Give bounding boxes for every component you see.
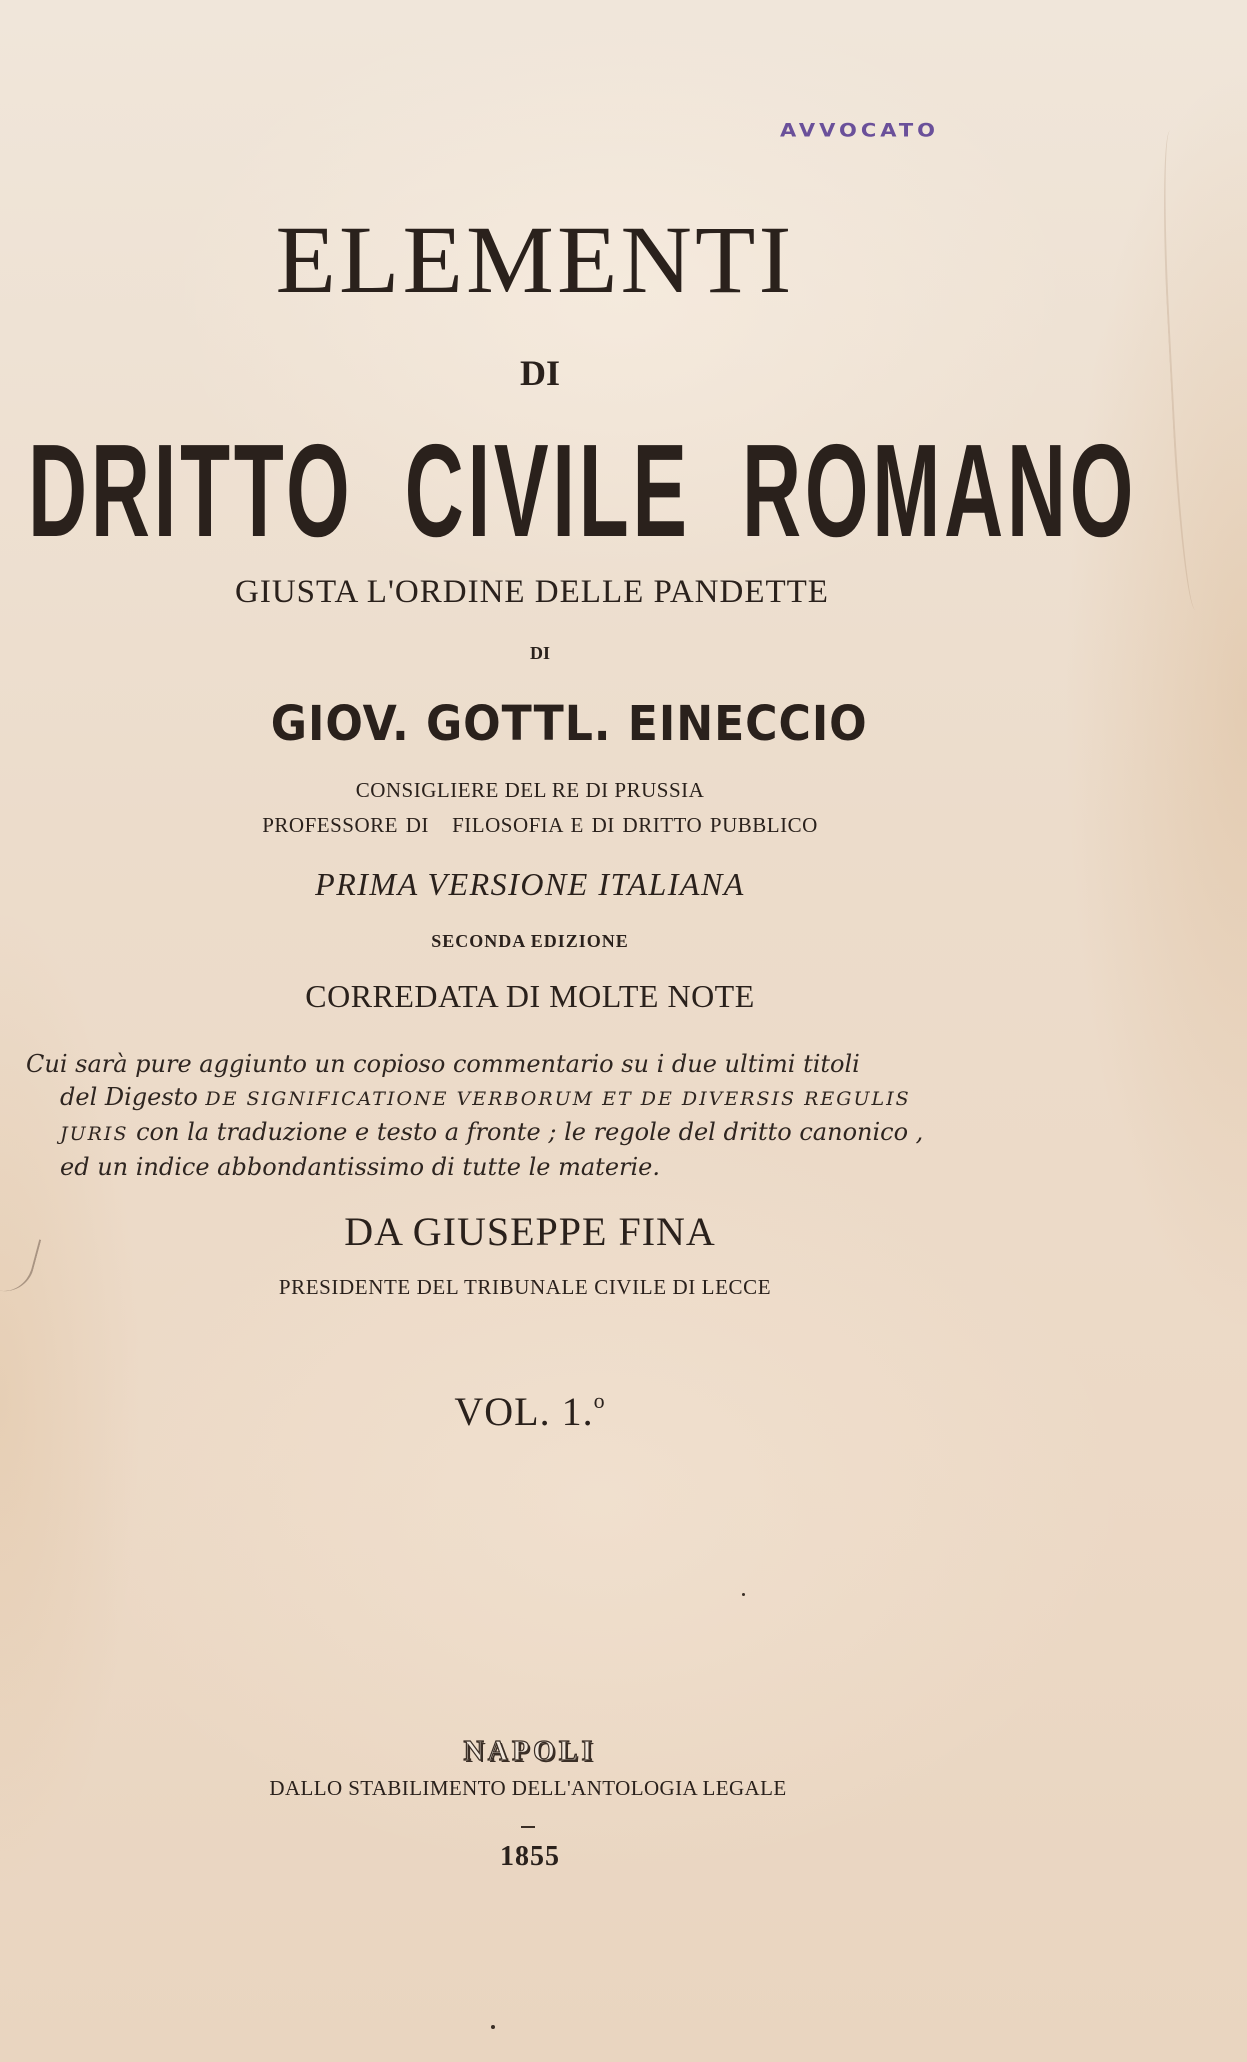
- description-text: con la traduzione e testo a fronte ; le regole del dritto canonico ,: [128, 1118, 924, 1146]
- imprint-publisher: DALLO STABILIMENTO DELL'ANTOLOGIA LEGALE: [269, 1776, 787, 1800]
- title-line-1: ELEMENTI: [275, 206, 795, 313]
- imprint-city: NAPOLI: [463, 1736, 597, 1767]
- ownership-stamp: AVVOCATO: [780, 119, 940, 141]
- latin-title-text: DE SIGNIFICATIONE VERBORUM ET DE DIVERSIS REGULIS: [205, 1088, 911, 1110]
- author-name: GIOV. GOTTL. EINECCIO: [270, 696, 868, 752]
- latin-title-text: JURIS: [60, 1123, 129, 1145]
- author-connector: DI: [529, 643, 550, 663]
- description-line-1: Cui sarà pure aggiunto un copioso commentario su i due ultimi titoli: [26, 1050, 860, 1078]
- title-line-2: DRITTO CIVILE ROMANO: [28, 417, 1138, 564]
- version-label: PRIMA VERSIONE ITALIANA: [315, 866, 745, 902]
- description-text: del Digesto: [60, 1083, 206, 1111]
- author-role-2: PROFESSORE DI FILOSOFIA E DI DRITTO PUBBLICO: [262, 813, 818, 837]
- paper-speck: [491, 2025, 495, 2029]
- description-line-2: [26, 1081, 1036, 1116]
- description-line-3: [26, 1116, 1036, 1151]
- author-role-1: CONSIGLIERE DEL RE DI PRUSSIA: [355, 778, 705, 802]
- volume-ordinal: o: [593, 1388, 606, 1413]
- paper-speck: [742, 1593, 745, 1596]
- water-stain: [1157, 129, 1214, 610]
- translator-role: PRESIDENTE DEL TRIBUNALE CIVILE DI LECCE: [278, 1275, 772, 1299]
- imprint-divider: [521, 1826, 535, 1828]
- subtitle: GIUSTA L'ORDINE DELLE PANDETTE: [235, 574, 829, 610]
- volume-text: VOL. 1.: [454, 1389, 594, 1434]
- translator-name: DA GIUSEPPE FINA: [344, 1209, 716, 1254]
- description-paragraph: [26, 1048, 1036, 1184]
- notes-label: CORREDATA DI MOLTE NOTE: [305, 978, 755, 1014]
- paper-crease: [0, 1232, 41, 1298]
- imprint-year: 1855: [500, 1841, 560, 1872]
- volume-number: [430, 1388, 630, 1434]
- edition-label: SECONDA EDIZIONE: [431, 931, 629, 951]
- description-line-4: ed un indice abbondantissimo di tutte le materie.: [60, 1153, 661, 1181]
- title-connector: DI: [519, 353, 560, 393]
